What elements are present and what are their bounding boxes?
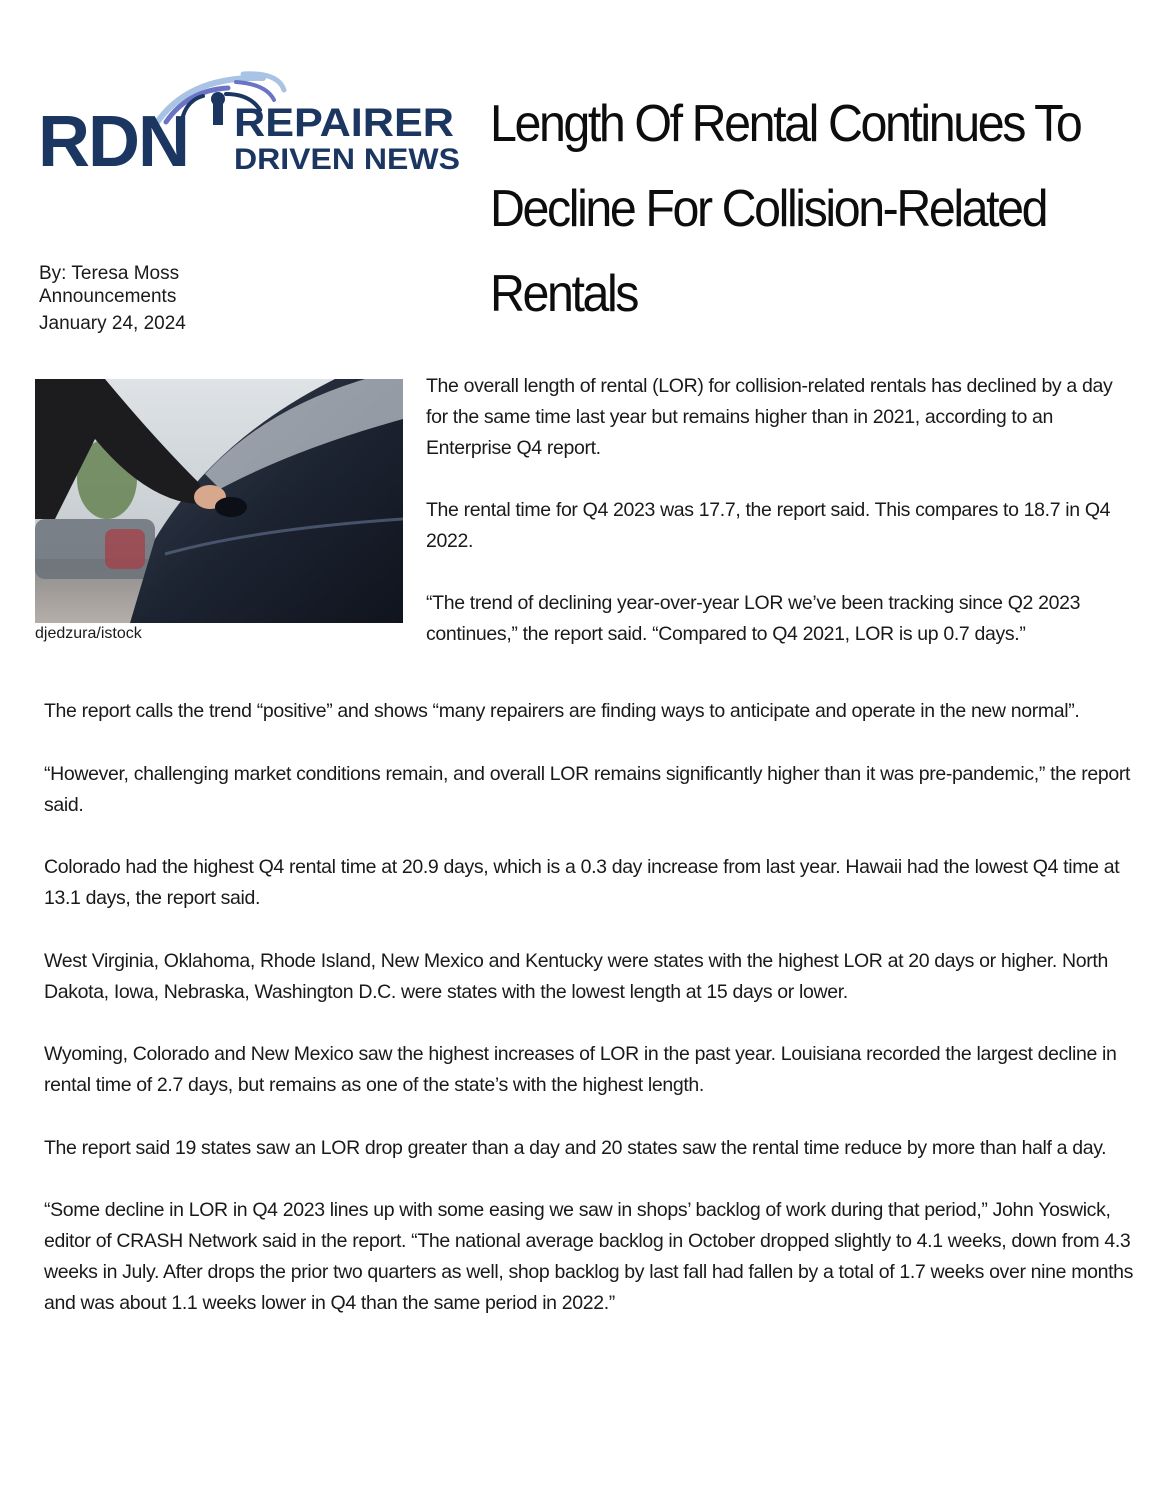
car-door-photo [35, 379, 403, 623]
antenna-stem [213, 99, 223, 125]
category-link[interactable]: Announcements [39, 286, 177, 307]
paragraph: Colorado had the highest Q4 rental time at 20.9 days, which is a 0.3 day increase from last year. Hawaii had the lowest Q4 time at 13.1 days, the report said. [44, 856, 1120, 909]
article-intro [426, 371, 1126, 681]
paragraph: Wyoming, Colorado and New Mexico saw the highest increases of LOR in the past year. Louisiana recorded the largest decline in rental time of 2.7 days, but remains as one of the state’s with the highest length. [44, 1043, 1117, 1096]
article-meta [39, 262, 186, 335]
article-headline: Length Of Rental Continues To Decline For Collision-Related Rentals [490, 95, 1081, 323]
article-body [44, 696, 1134, 1351]
paragraph: The rental time for Q4 2023 was 17.7, the report said. This compares to 18.7 in Q4 2022. [426, 499, 1111, 552]
publish-date: January 24, 2024 [39, 313, 186, 334]
paragraph: “However, challenging market conditions remain, and overall LOR remains significantly higher than it was pre-pandemic,” the report said. [44, 762, 1131, 816]
paragraph: “Some decline in LOR in Q4 2023 lines up with some easing we saw in shops’ backlog of work during that period,” John Yoswick, editor of CRASH Network said in the report. “The national average backlog in October dropped slightly to 4.1 weeks, down from 4.3 weeks in July. After drops the prior two quarters as well, shop backlog by last fall had fallen by a total of 1.7 weeks over nine months and was about 1.1 weeks lower in Q4 than the same period in 2022.” [44, 1199, 1134, 1314]
logo-word-repairer: REPAIRER [234, 101, 455, 145]
paragraph: West Virginia, Oklahoma, Rhode Island, New Mexico and Kentucky were states with the highest LOR at 20 days or higher. North Dakota, Iowa, Nebraska, Washington D.C. were states with the lowest length at 15 days or lower. [44, 949, 1108, 1003]
logo-word-driven-news: DRIVEN NEWS [234, 143, 460, 176]
paragraph: The overall length of rental (LOR) for collision-related rentals has declined by a day for the same time last year but remains higher than in 2021, according to an Enterprise Q4 report. [426, 375, 1113, 459]
photo-credit: djedzura/istock [35, 625, 142, 642]
paragraph: The report said 19 states saw an LOR drop greater than a day and 20 states saw the rental time reduce by more than half a day. [44, 1136, 1107, 1159]
site-logo[interactable] [38, 66, 462, 178]
paragraph: “The trend of declining year-over-year LOR we’ve been tracking since Q2 2023 continues,” the report said. “Compared to Q4 2021, LOR is up 0.7 days.” [426, 592, 1081, 645]
byline[interactable]: By: Teresa Moss [39, 263, 180, 284]
photo-door-handle [215, 497, 247, 517]
paragraph: The report calls the trend “positive” and shows “many repairers are finding ways to anticipate and operate in the new normal”. [44, 700, 1080, 722]
logo-mark-rdn: RDN [38, 102, 188, 178]
article-photo [35, 379, 403, 623]
photo-red-car [105, 529, 145, 569]
rdn-logo-graphic [38, 66, 462, 178]
